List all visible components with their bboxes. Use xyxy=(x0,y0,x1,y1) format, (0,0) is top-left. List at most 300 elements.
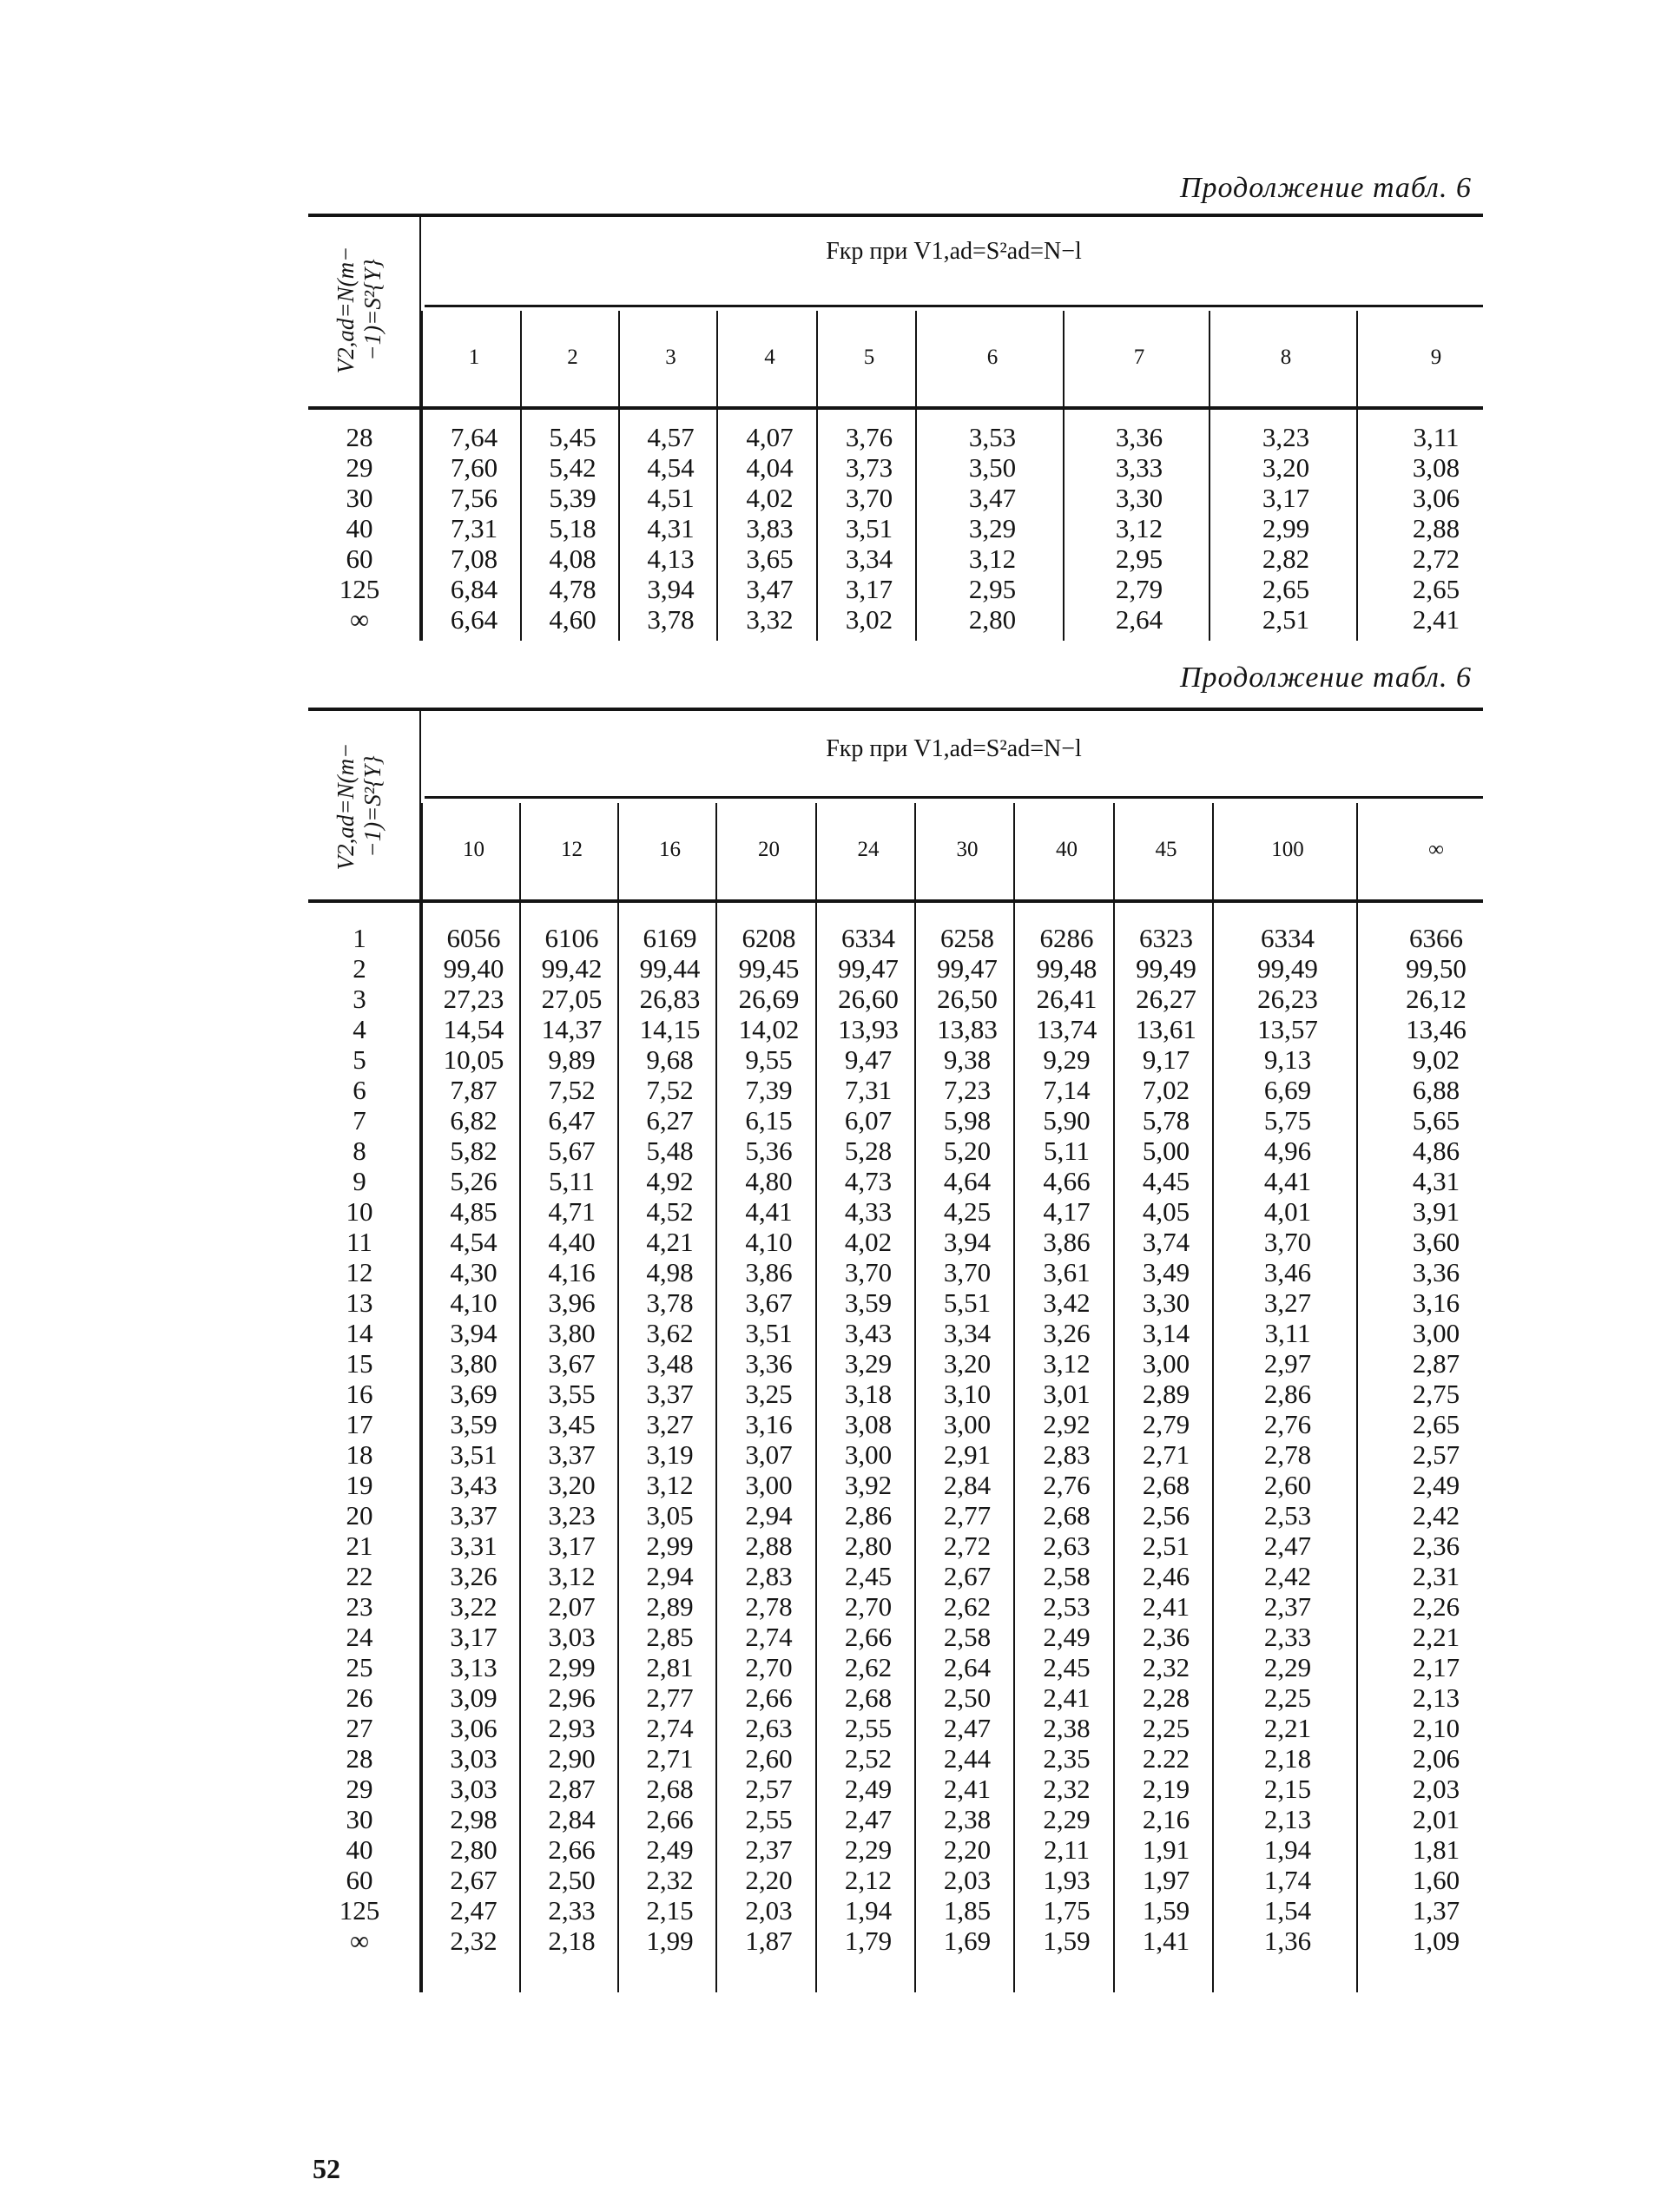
data-column xyxy=(622,422,720,635)
table-cell: 6258 xyxy=(940,923,994,953)
column-header: 10 xyxy=(463,838,484,861)
row-label: 40 xyxy=(346,1834,373,1865)
table-cell: 99,42 xyxy=(541,953,603,984)
table-cell: 2,79 xyxy=(1115,574,1163,604)
table-cell: 1,81 xyxy=(1412,1834,1460,1865)
table-cell: 2,75 xyxy=(1412,1379,1460,1409)
table-cell: 2,52 xyxy=(844,1743,893,1774)
table-cell: 1,94 xyxy=(1263,1834,1312,1865)
table-cell: 2,70 xyxy=(844,1591,893,1622)
table-cell: 26,50 xyxy=(937,984,998,1014)
row-label: 27 xyxy=(346,1713,373,1743)
data-column xyxy=(919,422,1066,635)
table-cell: 13,93 xyxy=(838,1014,899,1044)
column-rule xyxy=(421,803,423,1992)
table-cell: 3,36 xyxy=(745,1348,793,1379)
table-cell: 2,01 xyxy=(1412,1804,1460,1834)
table-cell: 13,57 xyxy=(1257,1014,1318,1044)
page-number: 52 xyxy=(313,2153,340,2184)
table-cell: 2,72 xyxy=(1412,543,1460,574)
table-cell: 4,10 xyxy=(745,1227,793,1257)
table-cell: 1,59 xyxy=(1142,1895,1190,1926)
table-cell: 6,47 xyxy=(548,1105,596,1136)
table-cell: 2,16 xyxy=(1142,1804,1190,1834)
table-cell: 5,28 xyxy=(844,1136,893,1166)
table-cell: 26,12 xyxy=(1406,984,1467,1014)
table-cell: 2,10 xyxy=(1412,1713,1460,1743)
table-cell: 2,11 xyxy=(1043,1834,1091,1865)
table-cell: 2,58 xyxy=(1043,1561,1091,1591)
table-cell: 4,66 xyxy=(1043,1166,1091,1196)
column-header: 20 xyxy=(758,838,780,861)
row-label: 19 xyxy=(346,1470,373,1500)
table-cell: 1,74 xyxy=(1263,1865,1312,1895)
table-cell: 2,68 xyxy=(1142,1470,1190,1500)
column-header: 40 xyxy=(1056,838,1078,861)
table-cell: 2,68 xyxy=(1043,1500,1091,1531)
table-cell: 3,00 xyxy=(745,1470,793,1500)
table-cell: 2,95 xyxy=(1115,543,1163,574)
table1 xyxy=(308,214,1483,641)
table-cell: 2,37 xyxy=(745,1834,793,1865)
table-cell: 2,83 xyxy=(1043,1439,1091,1470)
row-label: 6 xyxy=(353,1075,366,1105)
table-cell: 2,47 xyxy=(943,1713,992,1743)
table-cell: 5,78 xyxy=(1142,1105,1190,1136)
table-cell: 3,03 xyxy=(450,1743,498,1774)
table-cell: 4,01 xyxy=(1263,1196,1312,1227)
table-cell: 2,56 xyxy=(1142,1500,1190,1531)
table-cell: 3,25 xyxy=(745,1379,793,1409)
table-cell: 2,47 xyxy=(1263,1531,1312,1561)
table-cell: 3,37 xyxy=(450,1500,498,1531)
table-cell: 1,54 xyxy=(1263,1895,1312,1926)
data-column xyxy=(1017,923,1117,1956)
table-cell: 2,78 xyxy=(745,1591,793,1622)
table-cell: 2,62 xyxy=(844,1652,893,1682)
table-cell: 3,59 xyxy=(450,1409,498,1439)
table-cell: 3,20 xyxy=(943,1348,992,1379)
table-cell: 3,03 xyxy=(450,1774,498,1804)
table-cell: 3,29 xyxy=(844,1348,893,1379)
row-label: ∞ xyxy=(349,1926,370,1956)
table-cell: 5,39 xyxy=(549,483,597,513)
table2-stub-header xyxy=(308,713,411,899)
table-cell: 2,03 xyxy=(943,1865,992,1895)
column-rule xyxy=(618,311,620,641)
table-cell: 2,19 xyxy=(1142,1774,1190,1804)
table-cell: 2,90 xyxy=(548,1743,596,1774)
table-cell: 2,67 xyxy=(450,1865,498,1895)
table-cell: 2,63 xyxy=(745,1713,793,1743)
table-cell: 3,12 xyxy=(1043,1348,1091,1379)
table-cell: 2,38 xyxy=(1043,1713,1091,1743)
table-cell: 1,41 xyxy=(1142,1926,1190,1956)
row-label: 11 xyxy=(346,1227,372,1257)
table-cell: 6,82 xyxy=(450,1105,498,1136)
table-cell: 3,86 xyxy=(1043,1227,1091,1257)
table-cell: 3,67 xyxy=(745,1287,793,1318)
table-cell: 2,87 xyxy=(1412,1348,1460,1379)
table-cell: 2,06 xyxy=(1412,1743,1460,1774)
row-label: 18 xyxy=(346,1439,373,1470)
data-column xyxy=(1360,422,1513,635)
table-cell: 3,48 xyxy=(646,1348,694,1379)
row-label: 2 xyxy=(353,953,366,984)
table1-stub-header xyxy=(308,219,411,401)
table-cell: 3,00 xyxy=(943,1409,992,1439)
table-cell: 2,49 xyxy=(844,1774,893,1804)
table-cell: 5,75 xyxy=(1263,1105,1312,1136)
table-cell: 3,86 xyxy=(745,1257,793,1287)
table-cell: 2,20 xyxy=(745,1865,793,1895)
table-cell: 99,48 xyxy=(1036,953,1097,984)
table-cell: 2,45 xyxy=(844,1561,893,1591)
data-column xyxy=(1212,422,1360,635)
table-cell: 6056 xyxy=(446,923,501,953)
row-label: 5 xyxy=(353,1044,366,1075)
table-cell: 3,61 xyxy=(1043,1257,1091,1287)
row-label: 21 xyxy=(346,1531,373,1561)
table-cell: 2,89 xyxy=(646,1591,694,1622)
table-cell: 26,60 xyxy=(838,984,899,1014)
table-cell: 3,43 xyxy=(450,1470,498,1500)
table-cell: 3,78 xyxy=(646,1287,694,1318)
table-cell: 2,98 xyxy=(450,1804,498,1834)
table-cell: 2,29 xyxy=(1043,1804,1091,1834)
table-cell: 3,32 xyxy=(746,604,794,635)
table-cell: 3,45 xyxy=(548,1409,596,1439)
stub-rule xyxy=(419,217,421,641)
table-cell: 2,41 xyxy=(1412,604,1460,635)
table-cell: 3,65 xyxy=(746,543,794,574)
table-cell: 6208 xyxy=(742,923,796,953)
table-cell: 2,80 xyxy=(844,1531,893,1561)
table-cell: 2,76 xyxy=(1263,1409,1312,1439)
column-header: 1 xyxy=(468,346,480,369)
table-cell: 4,92 xyxy=(646,1166,694,1196)
table-cell: 4,85 xyxy=(450,1196,498,1227)
table-cell: 2,13 xyxy=(1263,1804,1312,1834)
table-cell: 6366 xyxy=(1409,923,1463,953)
table-cell: 6,64 xyxy=(450,604,498,635)
table-cell: 4,64 xyxy=(943,1166,992,1196)
row-label: 30 xyxy=(346,483,373,513)
row-label: 13 xyxy=(346,1287,373,1318)
table-cell: 3,73 xyxy=(845,452,893,483)
table-cell: 1,79 xyxy=(844,1926,893,1956)
column-rule xyxy=(1063,311,1064,641)
table-cell: 4,41 xyxy=(1263,1166,1312,1196)
table-cell: 2,77 xyxy=(646,1682,694,1713)
table-cell: 2,74 xyxy=(646,1713,694,1743)
table-cell: 2,26 xyxy=(1412,1591,1460,1622)
table-cell: 2,41 xyxy=(1142,1591,1190,1622)
table-cell: 2,66 xyxy=(646,1804,694,1834)
table-cell: 3,80 xyxy=(450,1348,498,1379)
table-cell: 3,06 xyxy=(450,1713,498,1743)
row-label: 25 xyxy=(346,1652,373,1682)
column-header: 8 xyxy=(1280,346,1292,369)
table-cell: 6,27 xyxy=(646,1105,694,1136)
stub-header-line1: V2,ad=N(m− xyxy=(332,742,359,870)
table-cell: 3,07 xyxy=(745,1439,793,1470)
table-cell: 1,36 xyxy=(1263,1926,1312,1956)
column-header: 7 xyxy=(1133,346,1145,369)
table-cell: 2,07 xyxy=(548,1591,596,1622)
table-cell: 5,90 xyxy=(1043,1105,1091,1136)
table-cell: 3,30 xyxy=(1115,483,1163,513)
table-cell: 4,10 xyxy=(450,1287,498,1318)
table-cell: 2,13 xyxy=(1412,1682,1460,1713)
table-cell: 99,47 xyxy=(937,953,998,984)
table-cell: 2,80 xyxy=(968,604,1017,635)
table-cell: 2,78 xyxy=(1263,1439,1312,1470)
table-cell: 99,40 xyxy=(443,953,504,984)
data-column xyxy=(523,923,621,1956)
row-label: 23 xyxy=(346,1591,373,1622)
table-cell: 3,12 xyxy=(548,1561,596,1591)
table-cell: 2,32 xyxy=(1142,1652,1190,1682)
table-cell: 3,51 xyxy=(845,513,893,543)
table-cell: 4,52 xyxy=(646,1196,694,1227)
table-cell: 9,02 xyxy=(1412,1044,1460,1075)
row-label: 26 xyxy=(346,1682,373,1713)
data-column xyxy=(1216,923,1360,1956)
table-cell: 5,42 xyxy=(549,452,597,483)
table-cell: 2,84 xyxy=(943,1470,992,1500)
column-rule xyxy=(815,803,817,1992)
column-rule xyxy=(816,311,818,641)
table-cell: 3,27 xyxy=(1263,1287,1312,1318)
table-cell: 1,09 xyxy=(1412,1926,1460,1956)
table-cell: 26,27 xyxy=(1136,984,1196,1014)
table-cell: 4,07 xyxy=(746,422,794,452)
column-rule xyxy=(520,311,522,641)
table-cell: 7,52 xyxy=(548,1075,596,1105)
table-cell: 4,96 xyxy=(1263,1136,1312,1166)
table-cell: 2,82 xyxy=(1262,543,1310,574)
table-cell: 4,40 xyxy=(548,1227,596,1257)
table-cell: 2,58 xyxy=(943,1622,992,1652)
table-cell: 7,23 xyxy=(943,1075,992,1105)
table-cell: 5,45 xyxy=(549,422,597,452)
table-cell: 4,78 xyxy=(549,574,597,604)
table-cell: 3,94 xyxy=(647,574,695,604)
data-column xyxy=(524,422,622,635)
table-cell: 2,25 xyxy=(1263,1682,1312,1713)
table-cell: 2,65 xyxy=(1412,574,1460,604)
table-cell: 3,70 xyxy=(943,1257,992,1287)
table-cell: 2,32 xyxy=(1043,1774,1091,1804)
table-cell: 3,46 xyxy=(1263,1257,1312,1287)
table-cell: 4,04 xyxy=(746,452,794,483)
table-cell: 5,67 xyxy=(548,1136,596,1166)
table-cell: 3,09 xyxy=(450,1682,498,1713)
table-cell: 9,68 xyxy=(646,1044,694,1075)
table-cell: 3,19 xyxy=(646,1439,694,1470)
table2-top-rule xyxy=(308,708,1483,711)
table-cell: 5,20 xyxy=(943,1136,992,1166)
table-cell: 2,21 xyxy=(1263,1713,1312,1743)
table-cell: 4,51 xyxy=(647,483,695,513)
column-header: 2 xyxy=(567,346,578,369)
table-cell: 2,17 xyxy=(1412,1652,1460,1682)
table-cell: 3,02 xyxy=(845,604,893,635)
table-cell: 3,47 xyxy=(746,574,794,604)
table-cell: 9,38 xyxy=(943,1044,992,1075)
table-cell: 2,18 xyxy=(1263,1743,1312,1774)
data-column xyxy=(1066,422,1212,635)
table-cell: 2,18 xyxy=(548,1926,596,1956)
column-header: 16 xyxy=(659,838,681,861)
table-cell: 2,47 xyxy=(450,1895,498,1926)
table-cell: 4,71 xyxy=(548,1196,596,1227)
table-cell: 2,63 xyxy=(1043,1531,1091,1561)
table-cell: 2,42 xyxy=(1263,1561,1312,1591)
table-cell: 2,41 xyxy=(1043,1682,1091,1713)
table-cell: 3,18 xyxy=(844,1379,893,1409)
table-cell: 26,83 xyxy=(639,984,701,1014)
table-cell: 2,32 xyxy=(450,1926,498,1956)
table-cell: 7,56 xyxy=(450,483,498,513)
table-cell: 3,74 xyxy=(1142,1227,1190,1257)
table-cell: 2,49 xyxy=(1043,1622,1091,1652)
table-cell: 3,12 xyxy=(646,1470,694,1500)
table-cell: 3,23 xyxy=(548,1500,596,1531)
table-cell: 1,91 xyxy=(1142,1834,1190,1865)
table-cell: 2,66 xyxy=(548,1834,596,1865)
table-cell: 2,32 xyxy=(646,1865,694,1895)
table-cell: 2,74 xyxy=(745,1622,793,1652)
table1-group-rule xyxy=(425,305,1483,307)
table-cell: 2,68 xyxy=(844,1682,893,1713)
table-cell: 4,02 xyxy=(844,1227,893,1257)
table-cell: 3,80 xyxy=(548,1318,596,1348)
table-cell: 3,33 xyxy=(1115,452,1163,483)
row-label: 1 xyxy=(353,923,366,953)
table-cell: 2,42 xyxy=(1412,1500,1460,1531)
column-rule xyxy=(617,803,619,1992)
table-cell: 2,99 xyxy=(548,1652,596,1682)
table-cell: 2,37 xyxy=(1263,1591,1312,1622)
table-cell: 2,33 xyxy=(548,1895,596,1926)
table-cell: 2,53 xyxy=(1263,1500,1312,1531)
table-cell: 3,27 xyxy=(646,1409,694,1439)
table-cell: 5,26 xyxy=(450,1166,498,1196)
table-cell: 99,45 xyxy=(738,953,800,984)
table-cell: 3,70 xyxy=(845,483,893,513)
table-cell: 3,17 xyxy=(450,1622,498,1652)
table-cell: 4,54 xyxy=(450,1227,498,1257)
table-cell: 99,44 xyxy=(639,953,701,984)
table1-row-labels xyxy=(308,422,411,635)
column-header: 30 xyxy=(956,838,979,861)
table-cell: 3,08 xyxy=(1412,452,1460,483)
table-cell: 3,37 xyxy=(646,1379,694,1409)
table2-header-rule xyxy=(308,899,1483,903)
table-cell: 2,45 xyxy=(1043,1652,1091,1682)
table-cell: 2,79 xyxy=(1142,1409,1190,1439)
table-cell: 2,86 xyxy=(844,1500,893,1531)
table-cell: 3,14 xyxy=(1142,1318,1190,1348)
row-label: 60 xyxy=(346,543,373,574)
column-header: 4 xyxy=(764,346,775,369)
table-cell: 2,36 xyxy=(1412,1531,1460,1561)
table-cell: 1,93 xyxy=(1043,1865,1091,1895)
table-cell: 2,35 xyxy=(1043,1743,1091,1774)
data-column xyxy=(820,422,919,635)
table-cell: 7,31 xyxy=(844,1075,893,1105)
table-cell: 3,70 xyxy=(1263,1227,1312,1257)
column-header: 12 xyxy=(561,838,583,861)
table-cell: 99,47 xyxy=(838,953,899,984)
table-cell: 2,15 xyxy=(1263,1774,1312,1804)
table-cell: 2,76 xyxy=(1043,1470,1091,1500)
table-cell: 3,26 xyxy=(1043,1318,1091,1348)
table-cell: 1,69 xyxy=(943,1926,992,1956)
row-label: 40 xyxy=(346,513,373,543)
row-label: 16 xyxy=(346,1379,373,1409)
table-cell: 7,64 xyxy=(450,422,498,452)
column-header: 9 xyxy=(1430,346,1442,369)
table-cell: 2,77 xyxy=(943,1500,992,1531)
table-cell: 3,26 xyxy=(450,1561,498,1591)
table-cell: 3,00 xyxy=(1412,1318,1460,1348)
table-cell: 99,50 xyxy=(1406,953,1467,984)
table-cell: 2,94 xyxy=(745,1500,793,1531)
table-cell: 2,64 xyxy=(943,1652,992,1682)
table-cell: 2,20 xyxy=(943,1834,992,1865)
table-cell: 9,55 xyxy=(745,1044,793,1075)
table-cell: 4,98 xyxy=(646,1257,694,1287)
row-label: 30 xyxy=(346,1804,373,1834)
row-label: 60 xyxy=(346,1865,373,1895)
table-cell: 3,59 xyxy=(844,1287,893,1318)
table-cell: 1,97 xyxy=(1142,1865,1190,1895)
table-cell: 3,53 xyxy=(968,422,1017,452)
table-cell: 2,84 xyxy=(548,1804,596,1834)
table-cell: 26,23 xyxy=(1257,984,1318,1014)
table-cell: 1,85 xyxy=(943,1895,992,1926)
table-cell: 2,49 xyxy=(1412,1470,1460,1500)
table-cell: 7,31 xyxy=(450,513,498,543)
table-cell: 3,22 xyxy=(450,1591,498,1622)
table-cell: 3,78 xyxy=(647,604,695,635)
table-cell: 2,99 xyxy=(1262,513,1310,543)
data-column xyxy=(425,422,524,635)
table-cell: 3,17 xyxy=(1262,483,1310,513)
table-cell: 3,36 xyxy=(1115,422,1163,452)
table-cell: 2,03 xyxy=(1412,1774,1460,1804)
row-label: 22 xyxy=(346,1561,373,1591)
table-cell: 4,25 xyxy=(943,1196,992,1227)
row-label: 14 xyxy=(346,1318,373,1348)
table-cell: 2,95 xyxy=(968,574,1017,604)
row-label: ∞ xyxy=(349,604,370,635)
table-cell: 5,82 xyxy=(450,1136,498,1166)
column-rule xyxy=(914,803,916,1992)
table-cell: 2,85 xyxy=(646,1622,694,1652)
table-cell: 2,66 xyxy=(745,1682,793,1713)
stub-header-line1: V2,ad=N(m− xyxy=(332,246,359,374)
table2-row-labels xyxy=(308,923,411,1956)
column-header: 100 xyxy=(1271,838,1304,861)
data-column xyxy=(918,923,1017,1956)
stub-rule xyxy=(419,711,421,1992)
row-label: 125 xyxy=(339,1895,380,1926)
table-cell: 26,41 xyxy=(1036,984,1097,1014)
